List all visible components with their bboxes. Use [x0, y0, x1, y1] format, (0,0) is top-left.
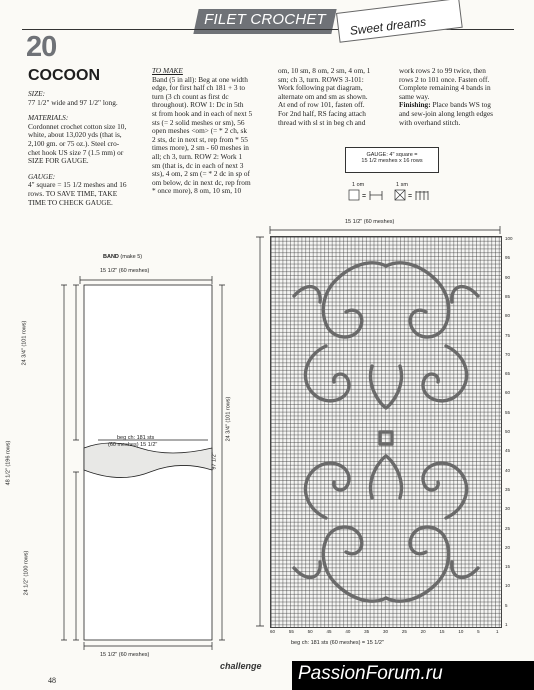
to-make-line: sm (that is, dc in each of next 3	[152, 160, 244, 170]
to-make-line: all; ch 3, turn. ROW 2: Work 1	[152, 151, 243, 161]
chart-top-width: 15 1/2" (60 meshes)	[345, 219, 395, 225]
total-height-label: 97 1/2"	[211, 452, 218, 470]
upper-scroll-motif	[294, 263, 478, 444]
row-number: 45	[505, 448, 511, 454]
materials-line: SIZE FOR GAUGE.	[28, 156, 89, 166]
row-number: 100	[505, 236, 513, 241]
beg-ch-label: beg ch: 181 sts	[117, 435, 155, 441]
left-spiral-2	[305, 463, 349, 518]
materials-line: Cordonnet crochet cotton size 10,	[28, 121, 127, 131]
legend-om-label: 1 om	[352, 182, 365, 188]
row-number: 10	[505, 583, 511, 589]
page-number: 48	[48, 676, 56, 685]
row-number: 90	[505, 274, 511, 280]
middle-height-rows: (196 rows)	[5, 440, 12, 467]
middle-height-dimension	[61, 285, 67, 640]
middle-height-label	[5, 441, 11, 486]
side-curls-bottom	[294, 562, 478, 577]
chart-height-dimension-line	[256, 237, 264, 626]
size-label: SIZE:	[28, 89, 46, 98]
gauge-box	[345, 147, 439, 173]
chart-height-dimension	[254, 236, 266, 628]
to-make-line: throughout). ROW 1: Dc in 5th	[152, 100, 244, 110]
scroll-right-top	[386, 263, 449, 337]
to-make-line: sts), 4 om, 2 sm (= * 2 dc in sp of	[152, 169, 250, 179]
middle-height-value: 48 1/2"	[5, 468, 12, 486]
to-make-line: times more), 2 sm - 60 meshes in	[152, 143, 249, 153]
column-number: 1	[496, 629, 499, 634]
filet-chart-motif	[270, 236, 502, 628]
total-height-dimension	[219, 285, 225, 640]
gauge-label: GAUGE:	[28, 171, 56, 181]
column-number: 10	[458, 629, 464, 634]
section-subtitle: Sweet dreams	[349, 14, 427, 38]
column-number: 35	[364, 629, 370, 634]
materials-line: white, about 13,020 yds (that is,	[28, 130, 122, 140]
band-diagram	[40, 260, 240, 660]
gauge-line: rows. TO SAVE TIME, TAKE	[28, 188, 118, 198]
gauge-line: 4" square = 15 1/2 meshes and 16	[28, 180, 127, 190]
column-number: 45	[326, 629, 332, 634]
legend-sm-label: 1 sm	[396, 182, 408, 188]
chart-top-dimension-line	[270, 226, 500, 234]
instructions-line: rows 2 to 101 once. Fasten off.	[399, 74, 490, 84]
row-number: 95	[505, 255, 511, 261]
materials-line: chet hook US size 7 (1.5 mm) or	[28, 147, 124, 157]
column-number: 50	[307, 629, 313, 634]
instructions-line: For 2nd half, RS facing attach	[278, 108, 366, 118]
size-text: 77 1/2" wide and 97 1/2" long.	[28, 97, 118, 107]
instructions-line: work rows 2 to 99 twice, then	[399, 66, 486, 75]
upper-height-dimension	[73, 285, 79, 440]
row-number: 80	[505, 313, 511, 319]
solid-mesh-stitch-symbol	[416, 191, 428, 200]
to-make-line: sts (= 2 solid meshes or sm), 56	[152, 117, 245, 127]
stitch-legend	[348, 189, 438, 203]
row-number: 85	[505, 293, 511, 299]
row-number: 65	[505, 371, 511, 377]
equals-sign: =	[362, 193, 367, 200]
lower-height-dimension	[73, 472, 79, 640]
instructions-line: same way.	[399, 91, 430, 101]
row-number: 60	[505, 390, 511, 396]
row-number: 50	[505, 429, 511, 434]
column-number: 15	[439, 629, 445, 634]
instructions-line: sm; ch 3, turn. ROWS 3-101:	[278, 74, 364, 84]
row-number-column	[503, 236, 517, 628]
column-number: 60	[270, 629, 276, 634]
row-number: 30	[505, 506, 511, 512]
to-make-line: st from hook and in each of next 5	[152, 108, 253, 118]
scroll-right-bottom	[386, 527, 449, 601]
lower-height-label: 24 1/2" (100 rows)	[23, 550, 30, 596]
instructions-line: Complete remaining 4 bands in	[399, 83, 491, 93]
pattern-number: 20	[26, 31, 57, 63]
lower-scroll-motif	[294, 456, 478, 601]
open-mesh-stitch-symbol	[370, 191, 382, 200]
instructions-line: alternate om and sm as shown.	[278, 91, 368, 101]
column-number: 30	[383, 629, 389, 634]
gauge-box-line: GAUGE: 4" square =	[366, 152, 418, 158]
to-make-column	[152, 67, 276, 196]
chart-beg-ch-label: beg ch: 181 sts (60 meshes) = 15 1/2"	[291, 640, 384, 646]
instructions-line: At end of row 101, fasten off.	[278, 100, 365, 110]
to-make-line: Band (5 in all): Beg at one width	[152, 74, 248, 84]
beg-ch-label: (60 meshes) 15 1/2"	[108, 442, 158, 448]
to-make-line: open meshes <om> (= * 2 ch, sk	[152, 126, 248, 136]
column-number: 20	[420, 629, 426, 634]
open-mesh-symbol	[349, 190, 359, 200]
materials-line: 2,100 gm. or 75 oz.). Steel cro-	[28, 138, 120, 148]
upper-height-label: 24 3/4" (101 rows)	[21, 320, 28, 366]
finishing-label: Finishing:	[399, 100, 431, 110]
band-top-width: 15 1/2" (60 meshes)	[100, 268, 150, 274]
row-number: 1	[505, 622, 508, 627]
row-number: 20	[505, 544, 511, 550]
finishing-text: Place bands WS tog	[430, 100, 491, 110]
center-diamond	[380, 432, 392, 444]
section-header: FILET CROCHET	[204, 11, 326, 28]
gauge-line: TIME TO CHECK GAUGE.	[28, 197, 113, 207]
side-curls-top	[294, 287, 478, 302]
instructions-line: om, 10 sm, 8 om, 2 sm, 4 om, 1	[278, 66, 371, 75]
instructions-column-4	[399, 67, 519, 127]
to-make-line: om below, dc in next dc, rep from	[152, 177, 251, 187]
left-column	[28, 90, 150, 207]
band-title-text: BAND	[103, 254, 119, 260]
column-number: 5	[477, 629, 480, 634]
materials-label: MATERIALS:	[28, 113, 69, 123]
center-pod-top	[371, 366, 402, 408]
to-make-line: * once more), 8 om, 10 sm, 10	[152, 186, 242, 196]
scroll-left-top	[323, 263, 386, 337]
row-number: 75	[505, 332, 511, 338]
to-make-line: turn (3 ch count as first dc	[152, 91, 229, 101]
center-pod-bottom	[371, 456, 402, 498]
band-bottom-dimension	[84, 642, 212, 650]
row-number: 55	[505, 409, 511, 415]
finishing-text: and sew-join along length edges	[399, 108, 494, 118]
gauge-box-line: 15 1/2 meshes x 16 rows	[361, 158, 423, 164]
row-number: 40	[505, 467, 511, 473]
column-number: 55	[288, 629, 294, 634]
chart-top-dimension	[268, 222, 504, 234]
right-spiral-1	[423, 346, 467, 401]
band-bottom-width: 15 1/2" (60 meshes)	[100, 652, 150, 658]
publisher-logo: challenge	[220, 661, 262, 671]
finishing-text: with overhand stitch.	[399, 117, 461, 127]
scroll-left-bottom	[323, 527, 386, 601]
row-number: 70	[505, 351, 511, 357]
instructions-column-3	[278, 67, 396, 127]
instructions-line: thread with sl st in beg ch and	[278, 117, 366, 127]
row-number: 25	[505, 525, 511, 531]
row-number: 5	[505, 602, 508, 608]
column-number: 40	[345, 629, 351, 634]
chart-height-label: 24 3/4" (101 rows)	[225, 396, 232, 442]
left-spiral-1	[305, 346, 349, 401]
to-make-label: TO MAKE	[152, 66, 183, 75]
band-title-note: (make 5)	[120, 254, 143, 260]
to-make-line: 2 sts, dc in next st, rep from * 55	[152, 134, 248, 144]
watermark-text: PassionForum.ru	[298, 663, 443, 684]
column-number: 25	[401, 629, 407, 634]
instructions-line: Work following pat diagram,	[278, 83, 363, 93]
row-number: 35	[505, 486, 511, 492]
pattern-title: COCOON	[28, 67, 100, 84]
equals-sign: =	[408, 193, 413, 200]
row-number: 15	[505, 564, 511, 570]
right-spiral-2	[423, 463, 467, 518]
to-make-line: edge, for first half ch 181 + 3 to	[152, 83, 246, 93]
column-number-row	[270, 628, 502, 638]
